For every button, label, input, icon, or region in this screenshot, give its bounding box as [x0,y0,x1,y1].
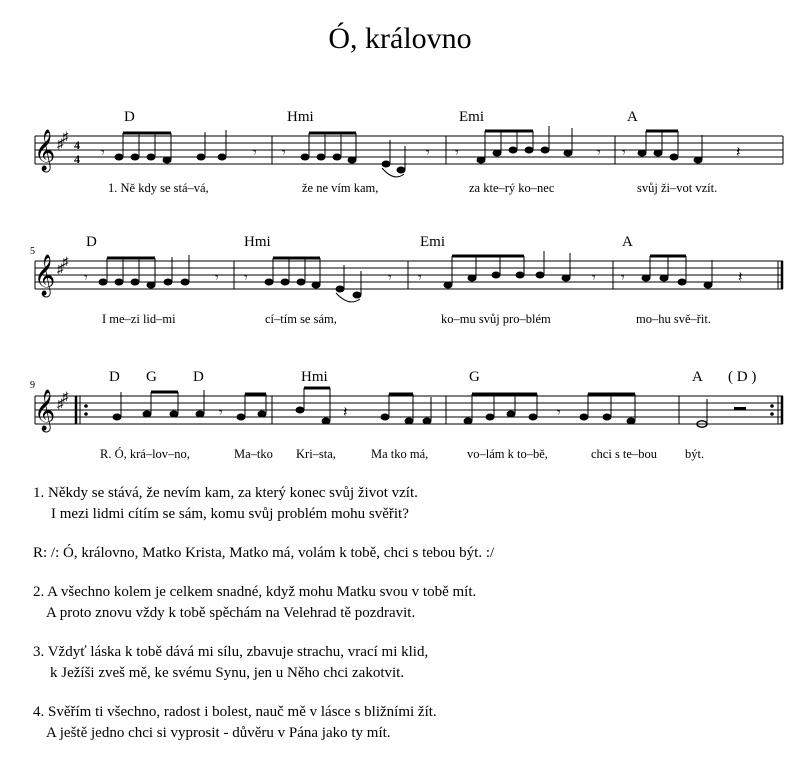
svg-text:𝄽: 𝄽 [736,145,741,161]
svg-text:𝄾: 𝄾 [418,271,422,286]
svg-text:𝄾: 𝄾 [282,146,286,161]
lyric-line: mo–hu svě–řit. [636,312,711,326]
treble-clef: 𝄞 [34,255,56,295]
chord-symbol: ( D ) [728,369,757,385]
verse-2 [33,582,773,624]
chord-symbol: A [622,234,633,250]
treble-clef: 𝄞 [34,130,56,170]
svg-text:𝄾: 𝄾 [388,271,392,286]
svg-text:𝄾: 𝄾 [244,271,248,286]
chord-symbol: G [146,369,157,385]
verse-1 [33,483,773,525]
chord-symbol: Emi [459,109,484,125]
chord-symbol: Hmi [301,369,328,385]
svg-text:𝄾: 𝄾 [455,146,459,161]
lyric-line: 1. Ně kdy se stá–vá, [108,181,209,195]
chord-symbol: D [193,369,204,385]
chord-symbol: D [109,369,120,385]
key-signature: ♯ [57,261,64,276]
svg-text:𝄾: 𝄾 [101,146,105,161]
svg-text:♯: ♯ [62,389,69,404]
verse-line: A proto znovu vždy k tobě spěchám na Velehrad tě pozdravit. [46,605,416,621]
lyric-line: Kri–sta, [296,447,336,461]
measure-number-9: 9 [30,380,35,391]
chord-symbol: D [124,109,135,125]
measure-number-5: 5 [30,246,35,257]
svg-text:𝄽: 𝄽 [343,405,348,421]
lyric-line: že ne vím kam, [302,181,379,195]
verse-line: k Ježíši zveš mě, ke svému Synu, jen u Něho chci zakotvit. [50,665,405,681]
lyric-line: vo–lám k to–bě, [467,447,548,461]
svg-text:𝄾: 𝄾 [426,146,430,161]
verse-4 [33,702,773,744]
lyric-line: I me–zi lid–mi [102,312,176,326]
verse-line: 2. A všechno kolem je celkem snadné, když mohu Matku svou v tobě mít. [33,584,477,600]
lyric-line: být. [685,447,705,461]
svg-text:𝄾: 𝄾 [622,146,626,161]
notes [113,388,746,427]
notes [101,126,741,177]
svg-text:𝄾: 𝄾 [557,406,561,421]
time-signature: 4 [74,138,80,152]
treble-clef: 𝄞 [34,390,56,430]
chord-symbol: A [627,109,638,125]
staff-lines [35,136,783,164]
lyric-line: cí–tím se sám, [265,312,337,326]
chord-symbol: A [692,369,703,385]
lyric-line: R. Ó, krá–lov–no, [100,447,190,461]
svg-text:𝄾: 𝄾 [253,146,257,161]
refrain [33,543,773,564]
lyric-line: chci s te–bou [591,447,657,461]
chord-symbol: Emi [420,234,445,250]
verse-line: 4. Svěřím ti všechno, radost i bolest, nauč mě v lásce s bližními žít. [33,704,437,720]
svg-text:♯: ♯ [62,254,69,269]
svg-text:𝄾: 𝄾 [597,146,601,161]
verse-line: 1. Někdy se stává, že nevím kam, za který konec svůj život vzít. [33,485,418,501]
svg-text:𝄾: 𝄾 [219,406,223,421]
staff-system-1 [34,126,783,177]
staff-system-2 [34,251,783,302]
notes [84,251,743,302]
lyric-line: svůj ži–vot vzít. [637,181,718,195]
chord-symbol: G [469,369,480,385]
verse-line: I mezi lidmi cítím se sám, komu svůj problém mohu svěřit? [51,506,409,522]
svg-text:4: 4 [74,152,80,166]
chord-symbol: Hmi [287,109,314,125]
svg-text:𝄾: 𝄾 [621,271,625,286]
svg-text:𝄾: 𝄾 [592,271,596,286]
lyric-line: za kte–rý ko–nec [469,181,555,195]
verse-line: R: /: Ó, královno, Matko Krista, Matko má, volám k tobě, chci s tebou být. :/ [33,545,495,561]
key-signature: ♯ [57,136,64,151]
lyric-line: Ma–tko [234,447,273,461]
chord-symbol: D [86,234,97,250]
verse-line: 3. Vždyť láska k tobě dává mi sílu, zbavuje strachu, vrací mi klid, [33,644,429,660]
chord-symbol: Hmi [244,234,271,250]
svg-text:𝄽: 𝄽 [738,270,743,286]
verses-text [33,483,773,762]
verse-line: A ještě jedno chci si vyprosit - důvěru v Pána jako ty mít. [46,725,391,741]
key-signature: ♯ [57,396,64,411]
staff-system-3 [34,388,783,432]
svg-text:𝄾: 𝄾 [215,271,219,286]
song-title: Ó, královno [328,22,472,55]
verse-3 [33,642,773,684]
svg-text:𝄾: 𝄾 [84,271,88,286]
lyric-line: Ma tko má, [371,447,429,461]
lyric-line: ko–mu svůj pro–blém [441,312,551,326]
svg-text:♯: ♯ [62,129,69,144]
